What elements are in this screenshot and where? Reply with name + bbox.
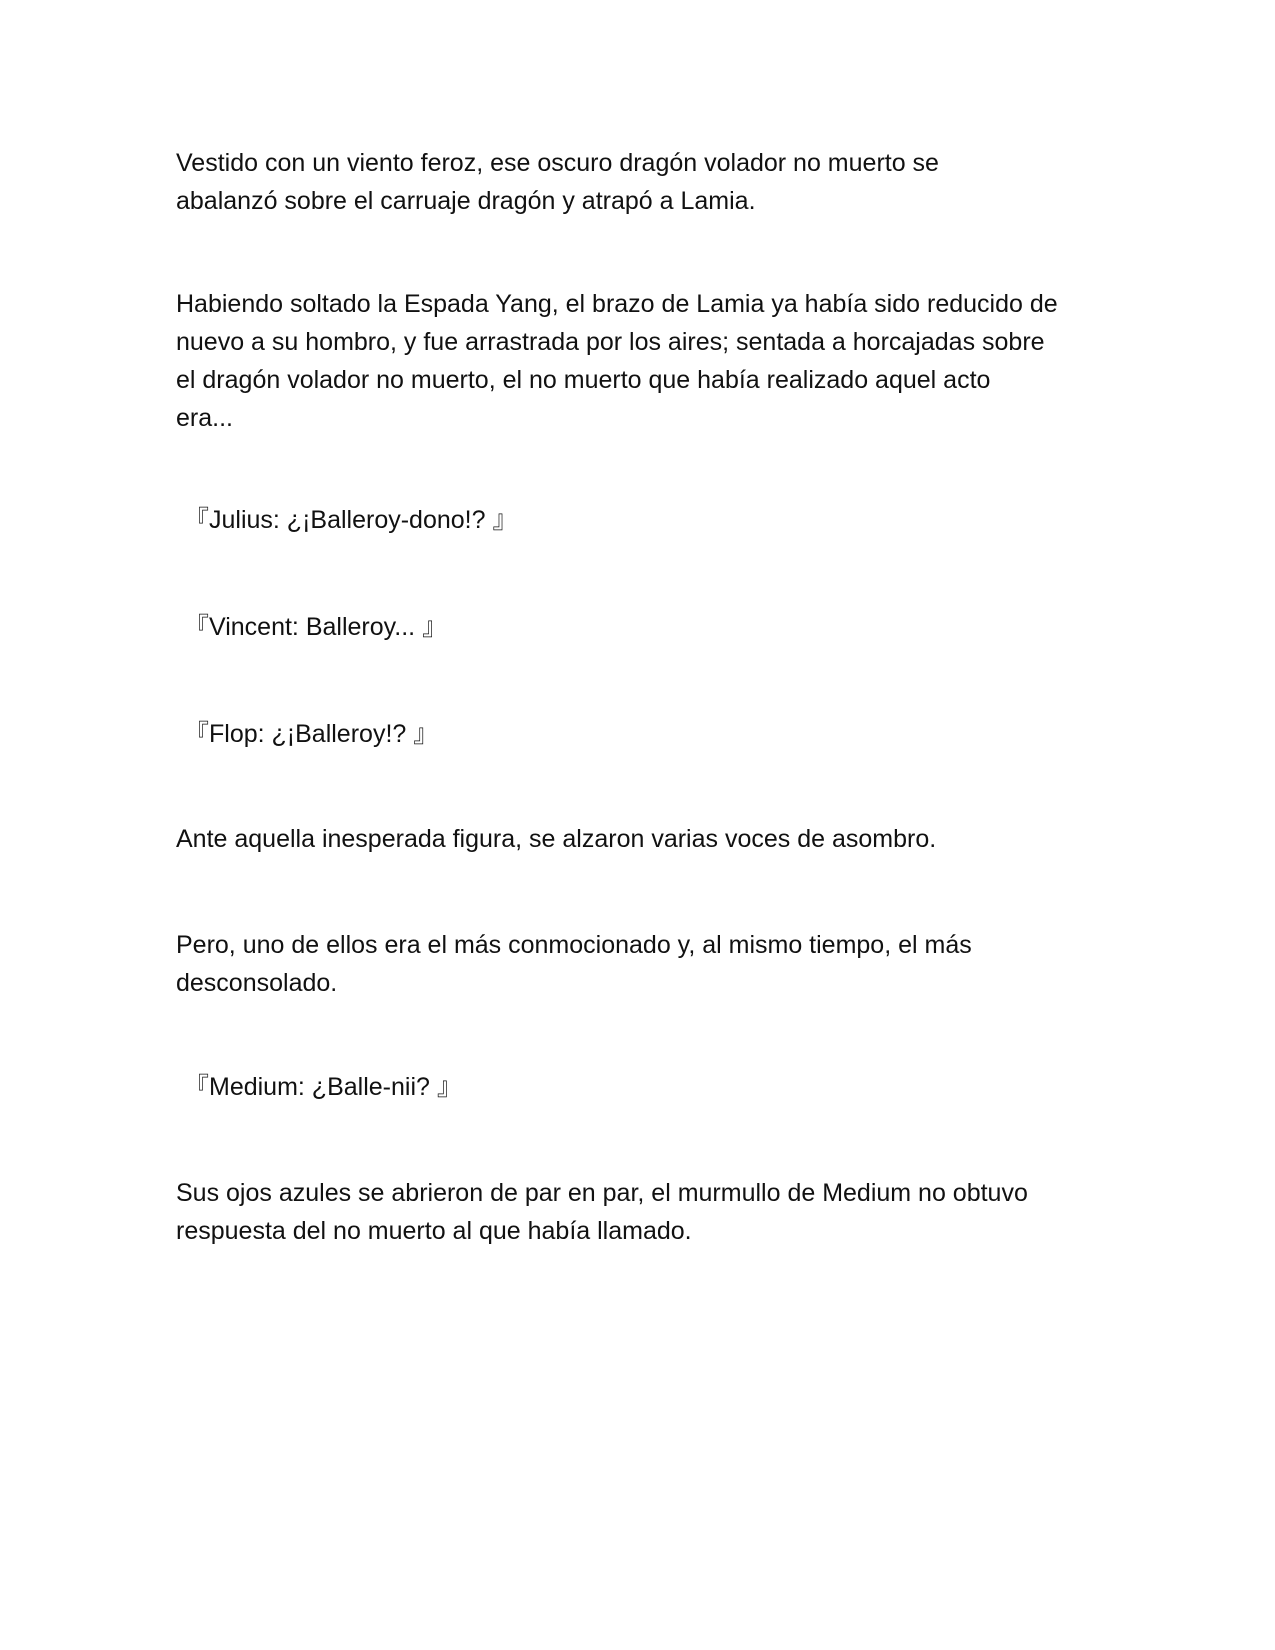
paragraph-shocked	[176, 926, 1106, 1002]
paragraph-voices	[176, 820, 1106, 858]
text-line: desconsolado.	[176, 969, 338, 997]
dialogue-line: 『Medium: ¿Balle-nii? 』	[184, 1073, 462, 1101]
text-line: Ante aquella inesperada figura, se alzaron varias voces de asombro.	[176, 825, 937, 853]
dialogue-line: 『Julius: ¿¡Balleroy-dono!? 』	[184, 506, 518, 534]
paragraph-dragon-attack	[176, 144, 1106, 220]
dialogue-vincent	[184, 608, 1114, 646]
text-line: Pero, uno de ellos era el más conmocionado y, al mismo tiempo, el más	[176, 931, 972, 959]
text-line: el dragón volador no muerto, el no muerto que había realizado aquel acto	[176, 366, 991, 394]
dialogue-medium	[184, 1068, 1114, 1106]
text-line: respuesta del no muerto al que había llamado.	[176, 1217, 692, 1245]
text-line: Habiendo soltado la Espada Yang, el brazo de Lamia ya había sido reducido de	[176, 290, 1058, 318]
dialogue-julius	[184, 501, 1114, 539]
paragraph-lamia-arm	[176, 285, 1106, 437]
paragraph-blue-eyes	[176, 1174, 1106, 1250]
text-line: abalanzó sobre el carruaje dragón y atrapó a Lamia.	[176, 187, 756, 215]
dialogue-line: 『Vincent: Balleroy... 』	[184, 613, 448, 641]
text-line: Sus ojos azules se abrieron de par en par, el murmullo de Medium no obtuvo	[176, 1179, 1028, 1207]
dialogue-flop	[184, 715, 1114, 753]
dialogue-line: 『Flop: ¿¡Balleroy!? 』	[184, 720, 439, 748]
text-line: Vestido con un viento feroz, ese oscuro dragón volador no muerto se	[176, 149, 939, 177]
text-line: nuevo a su hombro, y fue arrastrada por los aires; sentada a horcajadas sobre	[176, 328, 1045, 356]
text-line: era...	[176, 404, 233, 432]
